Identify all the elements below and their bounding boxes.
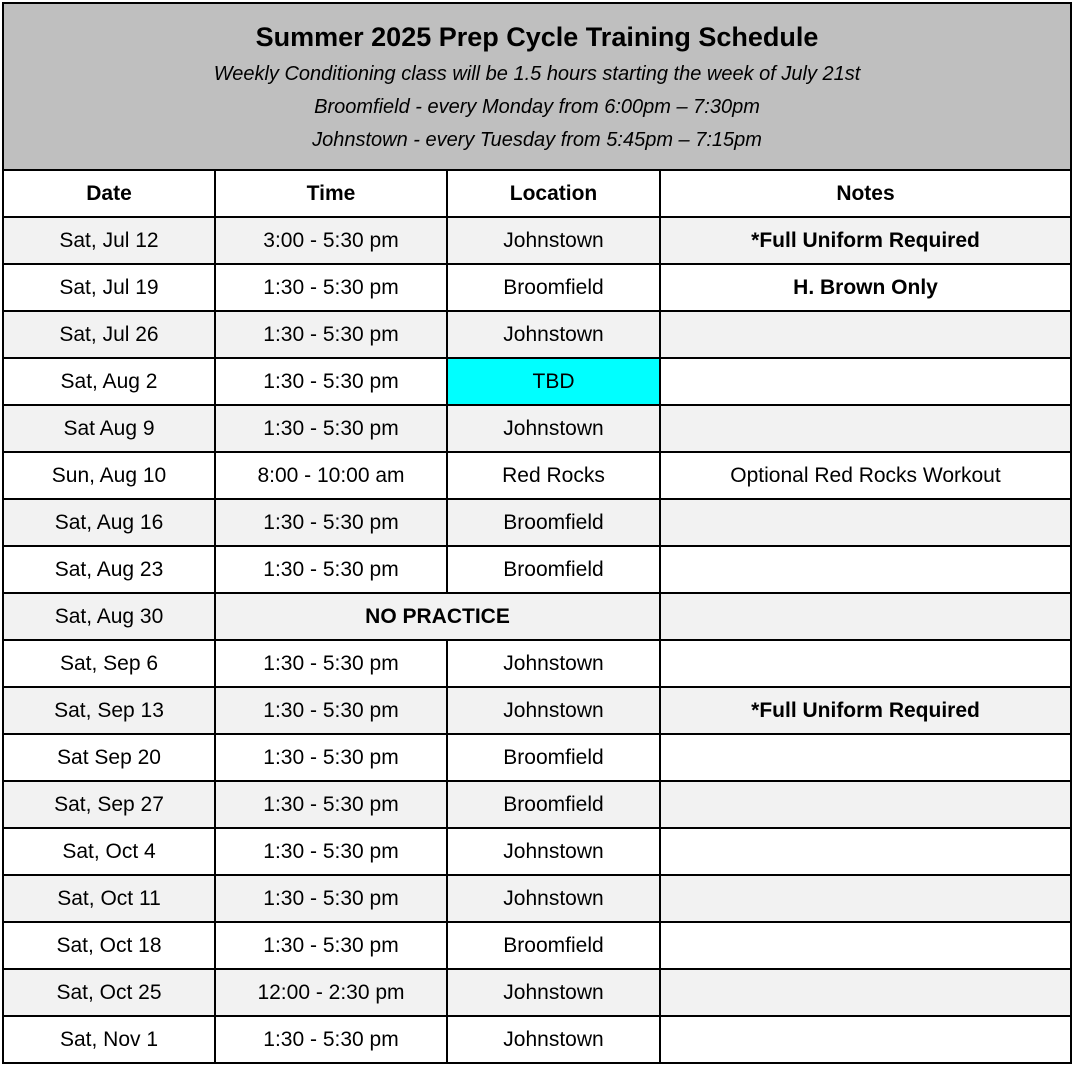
- time-cell: 1:30 - 5:30 pm: [215, 1016, 447, 1063]
- table-row: [3, 452, 1071, 499]
- table-row: [3, 875, 1071, 922]
- location-cell: Broomfield: [447, 922, 660, 969]
- table-row: [3, 264, 1071, 311]
- notes-cell: [660, 640, 1071, 687]
- notes-cell: [660, 922, 1071, 969]
- location-cell: Johnstown: [447, 405, 660, 452]
- time-cell: 1:30 - 5:30 pm: [215, 499, 447, 546]
- notes-cell: [660, 969, 1071, 1016]
- time-cell: 1:30 - 5:30 pm: [215, 734, 447, 781]
- notes-cell: [660, 734, 1071, 781]
- table-row: [3, 358, 1071, 405]
- date-cell: Sat, Jul 12: [3, 217, 215, 264]
- date-cell: Sat, Aug 30: [3, 593, 215, 640]
- time-cell: 8:00 - 10:00 am: [215, 452, 447, 499]
- location-cell: Broomfield: [447, 781, 660, 828]
- table-row: [3, 405, 1071, 452]
- date-cell: Sat, Aug 2: [3, 358, 215, 405]
- notes-cell: [660, 828, 1071, 875]
- date-cell: Sat, Oct 18: [3, 922, 215, 969]
- date-cell: Sat, Sep 13: [3, 687, 215, 734]
- table-row: [3, 217, 1071, 264]
- location-cell: Broomfield: [447, 734, 660, 781]
- time-cell: 1:30 - 5:30 pm: [215, 264, 447, 311]
- time-cell: 1:30 - 5:30 pm: [215, 311, 447, 358]
- time-cell: 1:30 - 5:30 pm: [215, 922, 447, 969]
- notes-cell: [660, 875, 1071, 922]
- time-cell: 1:30 - 5:30 pm: [215, 358, 447, 405]
- notes-cell: *Full Uniform Required: [660, 217, 1071, 264]
- schedule-title: Summer 2025 Prep Cycle Training Schedule: [255, 22, 819, 52]
- conditioning-note: Weekly Conditioning class will be 1.5 hours starting the week of July 21st: [213, 63, 861, 85]
- date-cell: Sat Sep 20: [3, 734, 215, 781]
- date-cell: Sat, Jul 19: [3, 264, 215, 311]
- location-cell: Broomfield: [447, 264, 660, 311]
- notes-cell: [660, 546, 1071, 593]
- notes-cell: [660, 781, 1071, 828]
- date-cell: Sat, Aug 16: [3, 499, 215, 546]
- title-block: [3, 3, 1071, 170]
- time-cell: 3:00 - 5:30 pm: [215, 217, 447, 264]
- location-cell: Johnstown: [447, 969, 660, 1016]
- table-row: [3, 311, 1071, 358]
- table-row: [3, 828, 1071, 875]
- time-cell: 12:00 - 2:30 pm: [215, 969, 447, 1016]
- notes-cell: H. Brown Only: [660, 264, 1071, 311]
- notes-cell: Optional Red Rocks Workout: [660, 452, 1071, 499]
- time-cell: 1:30 - 5:30 pm: [215, 640, 447, 687]
- location-column-header: Location: [447, 170, 660, 217]
- location-cell: Broomfield: [447, 499, 660, 546]
- location-cell: Johnstown: [447, 640, 660, 687]
- column-header-row: [3, 170, 1071, 217]
- date-cell: Sun, Aug 10: [3, 452, 215, 499]
- location-cell: Johnstown: [447, 217, 660, 264]
- table-row: [3, 922, 1071, 969]
- time-cell: 1:30 - 5:30 pm: [215, 546, 447, 593]
- table-row: [3, 687, 1071, 734]
- date-cell: Sat, Oct 11: [3, 875, 215, 922]
- date-cell: Sat, Oct 4: [3, 828, 215, 875]
- time-cell: 1:30 - 5:30 pm: [215, 875, 447, 922]
- notes-cell: [660, 358, 1071, 405]
- johnstown-note: Johnstown - every Tuesday from 5:45pm – 7:15pm: [312, 129, 762, 151]
- date-cell: Sat, Oct 25: [3, 969, 215, 1016]
- table-row: [3, 1016, 1071, 1063]
- table-row: [3, 640, 1071, 687]
- broomfield-note: Broomfield - every Monday from 6:00pm – 7:30pm: [314, 96, 760, 118]
- notes-cell: [660, 1016, 1071, 1063]
- title-row: [3, 3, 1071, 170]
- location-cell: Johnstown: [447, 1016, 660, 1063]
- table-row: [3, 969, 1071, 1016]
- notes-cell: [660, 499, 1071, 546]
- location-cell: Johnstown: [447, 311, 660, 358]
- location-cell: Johnstown: [447, 875, 660, 922]
- location-cell: Broomfield: [447, 546, 660, 593]
- time-cell: 1:30 - 5:30 pm: [215, 687, 447, 734]
- time-cell: 1:30 - 5:30 pm: [215, 781, 447, 828]
- schedule-table: [2, 2, 1072, 1064]
- notes-cell: [660, 311, 1071, 358]
- time-cell: 1:30 - 5:30 pm: [215, 828, 447, 875]
- date-cell: Sat, Nov 1: [3, 1016, 215, 1063]
- time-cell: 1:30 - 5:30 pm: [215, 405, 447, 452]
- time-column-header: Time: [215, 170, 447, 217]
- date-cell: Sat, Aug 23: [3, 546, 215, 593]
- date-cell: Sat Aug 9: [3, 405, 215, 452]
- date-cell: Sat, Sep 27: [3, 781, 215, 828]
- notes-cell: [660, 405, 1071, 452]
- table-row: [3, 593, 1071, 640]
- date-cell: Sat, Sep 6: [3, 640, 215, 687]
- table-row: [3, 781, 1071, 828]
- schedule-sheet: [2, 2, 1070, 1066]
- table-row: [3, 546, 1071, 593]
- notes-cell: *Full Uniform Required: [660, 687, 1071, 734]
- date-column-header: Date: [3, 170, 215, 217]
- notes-column-header: Notes: [660, 170, 1071, 217]
- no-practice-cell: NO PRACTICE: [215, 593, 660, 640]
- location-cell: Red Rocks: [447, 452, 660, 499]
- location-cell: Johnstown: [447, 828, 660, 875]
- table-row: [3, 499, 1071, 546]
- table-row: [3, 734, 1071, 781]
- date-cell: Sat, Jul 26: [3, 311, 215, 358]
- notes-cell: [660, 593, 1071, 640]
- location-cell-tbd: TBD: [447, 358, 660, 405]
- location-cell: Johnstown: [447, 687, 660, 734]
